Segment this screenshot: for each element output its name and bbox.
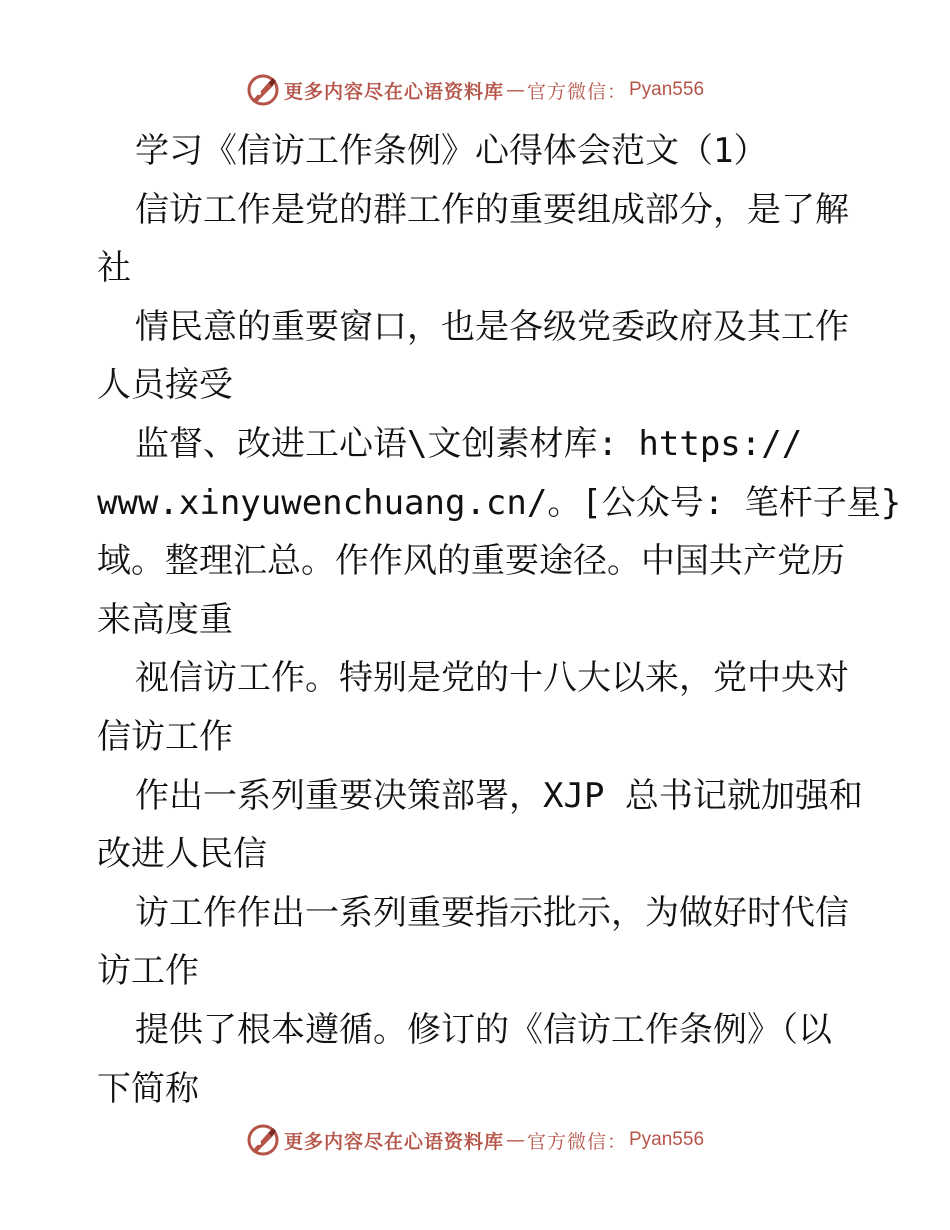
- pen-logo-icon: [246, 1123, 280, 1157]
- paragraph-line: 人员接受: [97, 365, 233, 406]
- paragraph-line: 视信访工作。特别是党的十八大以来，党中央对: [135, 658, 849, 699]
- paragraph-line: 来高度重: [97, 599, 233, 640]
- document-title: 学习《信访工作条例》心得体会范文（1）: [135, 131, 768, 171]
- paragraph-line: 域。整理汇总。作作风的重要途径。中国共产党历: [97, 541, 845, 582]
- banner-wechat-label: 官方微信：: [526, 80, 627, 103]
- paragraph-line: 监督、改进工心语\文创素材库: https://: [135, 423, 803, 464]
- banner-main-text: 更多内容尽在心语资料库: [283, 1130, 504, 1153]
- pen-logo-icon: [246, 73, 280, 107]
- banner-dash: —: [505, 1129, 525, 1151]
- paragraph-line: www.xinyuwenchuang.cn/。[公众号: 笔杆子星}: [97, 482, 902, 523]
- paragraph-line: 改进人民信: [97, 834, 267, 875]
- paragraph-line: 访工作: [97, 951, 199, 992]
- paragraph-line: 访工作作出一系列重要指示批示，为做好时代信: [135, 892, 849, 933]
- paragraph-line: 作出一系列重要决策部署，XJP 总书记就加强和: [135, 775, 863, 816]
- paragraph-line: 社: [97, 248, 131, 289]
- banner-wechat-label: 官方微信：: [526, 1130, 627, 1153]
- banner-wechat-id: Pyan556: [629, 79, 705, 100]
- footer-banner: [0, 1120, 950, 1160]
- paragraph-line: 信访工作: [97, 716, 233, 757]
- paragraph-line: 下简称: [97, 1068, 199, 1109]
- paragraph-line: 信访工作是党的群工作的重要组成部分，是了解: [135, 189, 849, 230]
- paragraph-line: 提供了根本遵循。修订的《信访工作条例》（以: [135, 1009, 832, 1050]
- banner-dash: —: [505, 79, 525, 101]
- banner-main-text: 更多内容尽在心语资料库: [283, 80, 504, 103]
- document-body: [97, 122, 902, 1118]
- header-banner: [0, 70, 950, 110]
- paragraph-line: 情民意的重要窗口，也是各级党委政府及其工作: [135, 306, 849, 347]
- banner-wechat-id: Pyan556: [629, 1129, 705, 1150]
